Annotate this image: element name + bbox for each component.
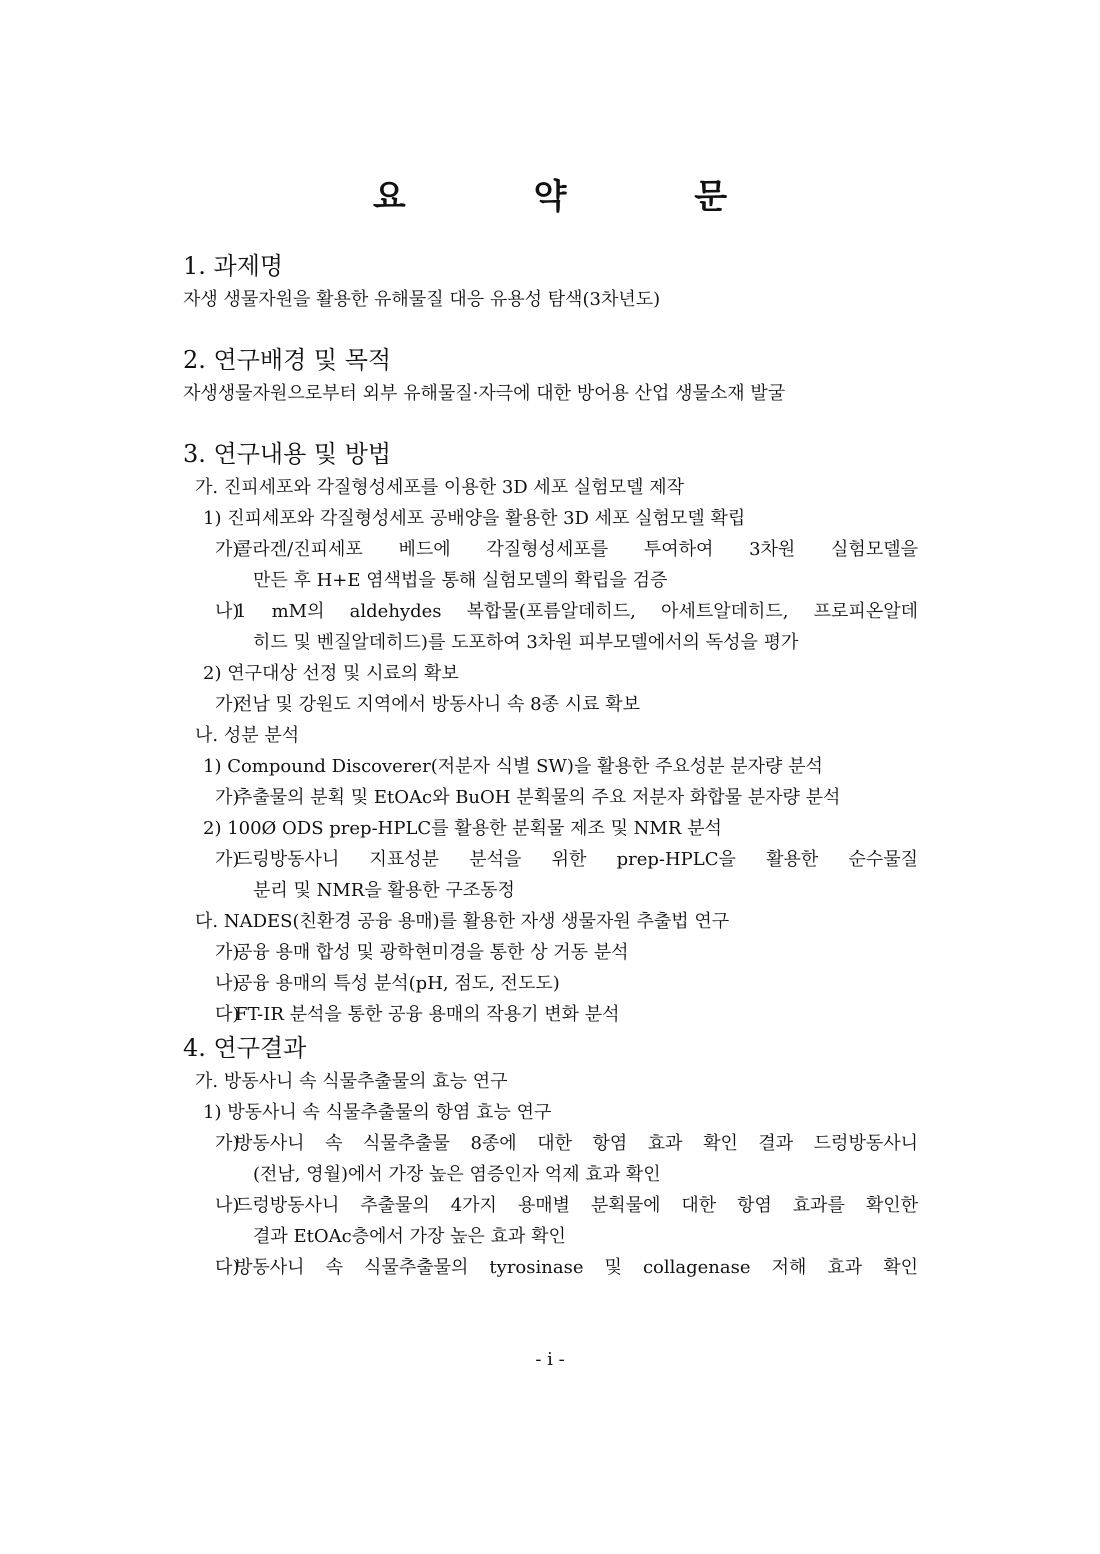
section-3-item-ga: 가. 진피세포와 각질형성세포를 이용한 3D 세포 실험모델 제작 [195,477,684,498]
section-3-item-da: 다. NADES(친환경 공융 용매)를 활용한 자생 생물자원 추출법 연구 [195,911,730,932]
section-4-item-ga-1-da [183,1252,918,1283]
page-number: - i - [535,1349,565,1370]
item-line: 방동사니 속 식물추출물의 tyrosinase 및 collagenase 저해 효과 확인 [235,1257,918,1278]
section-2-heading: 2. 연구배경 및 목적 [183,346,392,374]
page-title: 요 약 문 [372,177,786,217]
item-line: 분리 및 NMR을 활용한 구조동정 [253,880,515,901]
item-line: 결과 EtOAc층에서 가장 높은 효과 확인 [253,1226,566,1247]
item-marker: 다) [215,1004,240,1025]
section-3-item-da-da [183,999,918,1030]
section-4-heading: 4. 연구결과 [183,1034,307,1062]
item-line: 전남 및 강원도 지역에서 방동사니 속 8종 시료 확보 [235,694,640,715]
item-line: FT-IR 분석을 통한 공융 용매의 작용기 변화 분석 [235,1004,620,1025]
item-line: 드링방동사니 지표성분 분석을 위한 prep-HPLC을 활용한 순수물질 [235,849,918,870]
section-3-item-na-1: 1) Compound Discoverer(저분자 식별 SW)을 활용한 주요성분 분자량 분석 [203,756,823,777]
section-3-item-da-na [183,968,918,999]
item-line: (전남, 영월)에서 가장 높은 염증인자 억제 효과 확인 [253,1164,661,1185]
section-3-item-ga-1: 1) 진피세포와 각질형성세포 공배양을 활용한 3D 세포 실험모델 확립 [203,508,746,529]
item-line: 추출물의 분획 및 EtOAc와 BuOH 분획물의 주요 저분자 화합물 분자량 분석 [235,787,841,808]
item-marker: 나) [215,601,240,622]
item-marker: 가) [215,539,240,560]
item-line: 드렁방동사니 추출물의 4가지 용매별 분획물에 대한 항염 효과를 확인한 [235,1195,918,1216]
item-line: 콜라겐/진피세포 베드에 각질형성세포를 투여하여 3차원 실험모델을 [235,539,918,560]
item-line: 공융 용매 합성 및 광학현미경을 통한 상 거동 분석 [235,942,629,963]
item-line: 히드 및 벤질알데히드)를 도포하여 3차원 피부모델에서의 독성을 평가 [253,632,799,653]
item-marker: 가) [215,1133,240,1154]
section-3-item-na-2: 2) 100Ø ODS prep-HPLC를 활용한 분획물 제조 및 NMR 분석 [203,818,722,839]
section-3-item-ga-2: 2) 연구대상 선정 및 시료의 확보 [203,663,459,684]
item-marker: 가) [215,694,240,715]
section-3-item-ga-1-ga [183,534,918,596]
section-3-item-ga-1-na [183,596,918,658]
item-line: 1 mM의 aldehydes 복합물(포름알데히드, 아세트알데히드, 프로피온알데 [235,601,918,622]
document-body [183,248,918,1283]
section-3-item-ga-2-ga [183,689,918,720]
item-marker: 가) [215,942,240,963]
section-1-text: 자생 생물자원을 활용한 유해물질 대응 유용성 탐색(3차년도) [183,289,661,310]
section-3-item-na-1-ga [183,782,918,813]
section-2-text: 자생생물자원으로부터 외부 유해물질·자극에 대한 방어용 산업 생물소재 발굴 [183,383,786,404]
item-marker: 나) [215,1195,240,1216]
section-1-heading: 1. 과제명 [183,252,284,280]
item-line: 만든 후 H+E 염색법을 통해 실험모델의 확립을 검증 [253,570,668,591]
section-4-item-ga-1-na [183,1190,918,1252]
section-4-item-ga-1: 1) 방동사니 속 식물추출물의 항염 효능 연구 [203,1102,552,1123]
section-3-item-na-2-ga [183,844,918,906]
item-marker: 다) [215,1257,240,1278]
item-line: 방동사니 속 식물추출물 8종에 대한 항염 효과 확인 결과 드렁방동사니 [235,1133,918,1154]
section-4-item-ga: 가. 방동사니 속 식물추출물의 효능 연구 [195,1071,508,1092]
item-marker: 가) [215,787,240,808]
section-3-item-da-ga [183,937,918,968]
section-3-heading: 3. 연구내용 및 방법 [183,440,392,468]
item-marker: 나) [215,973,240,994]
section-3-item-na: 나. 성분 분석 [195,725,300,746]
item-marker: 가) [215,849,240,870]
item-line: 공융 용매의 특성 분석(pH, 점도, 전도도) [235,973,560,994]
section-4-item-ga-1-ga [183,1128,918,1190]
